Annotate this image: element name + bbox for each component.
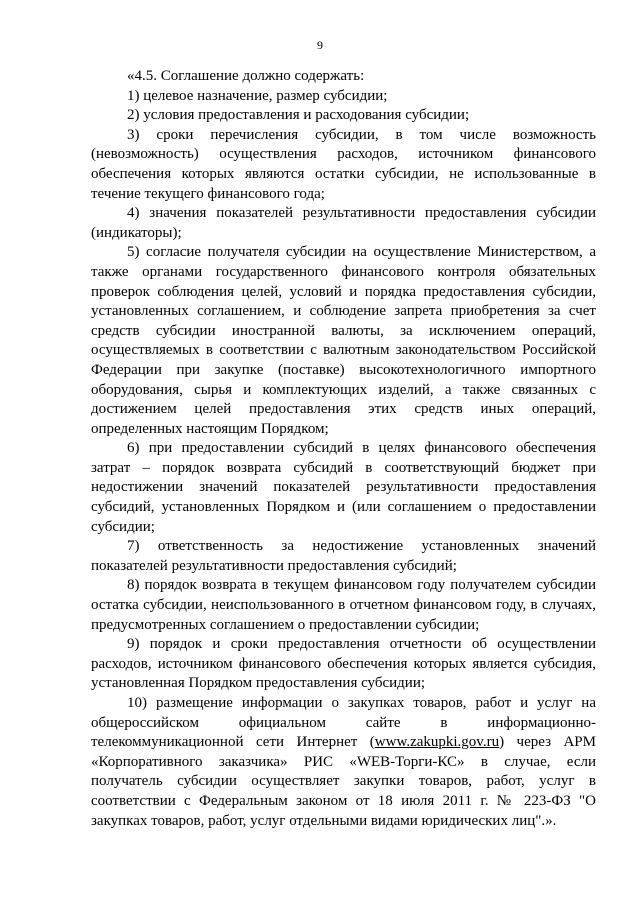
list-item-1: 1) целевое назначение, размер субсидии; [127,87,388,104]
list-item-7: 7) ответственность за недостижение установленных значений показателей результативности предоставления субсидий; [91,538,596,574]
list-item-5: 5) согласие получателя субсидии на осуществление Министерством, а также органами государственного финансового контроля обязательных проверок соблюдения целей, условий и порядка предоставления субсидии, установленных соглашением, и соблюдение запрета приобретения за счет средств субсидии иностранной валюты, за исключением операций, осуществляемых в соответствии с валютным законодательством Российской Федерации при закупке (поставке) высокотехнологичного импортного оборудования, сырья и комплектующих изделий, а также связанных с достижением целей предоставления этих средств иных операций, определенных настоящим Порядком; [91,244,596,437]
list-item-9: 9) порядок и сроки предоставления отчетности об осуществлении расходов, источником финансового обеспечения которых является субсидия, установленная Порядком предоставления субсидии; [91,636,596,692]
list-item-3: 3) сроки перечисления субсидии, в том числе возможность (невозможность) осуществления расходов, источником финансового обеспечения которых являются остатки субсидии, не использованные в течение текущего финансового года; [91,126,596,202]
list-item-2: 2) условия предоставления и расходования субсидии; [127,107,470,124]
list-item-6: 6) при предоставлении субсидий в целях финансового обеспечения затрат – порядок возврата субсидий в соответствующий бюджет при недостижении значений показателей результативности предоставления субсидий, установленных Порядком и (или соглашением о предоставлении субсидии; [91,440,596,535]
list-item-8: 8) порядок возврата в текущем финансовом году получателем субсидии остатка субсидии, неиспользованного в отчетном финансовом году, в случаях, предусмотренных соглашением о предоставлении субсидии; [91,577,596,633]
document-body [91,67,596,831]
section-heading: «4.5. Соглашение должно содержать: [127,68,365,84]
list-item-4: 4) значения показателей результативности предоставления субсидии (индикаторы); [91,205,596,241]
list-item-10-text-before: 10) размещение информации о закупках товаров, работ и услуг на общероссийском официальном сайте в информационно-телекоммуникационной сети Интернет ( [91,695,596,751]
zakupki-link[interactable]: www.zakupki.gov.ru [374,734,500,751]
page-number: 9 [317,38,323,52]
list-item-10 [91,694,596,831]
list-item-10-text-after: ) через АРМ «Корпоративного заказчика» РИС «WEB-Торги-КС» в случае, если получатель субсидии осуществляет закупки товаров, работ, услуг в соответствии с Федеральным законом от 18 июля 2011 г. № 223-ФЗ "О закупках товаров, работ, услуг отдельными видами юридических лиц".». [91,734,596,829]
